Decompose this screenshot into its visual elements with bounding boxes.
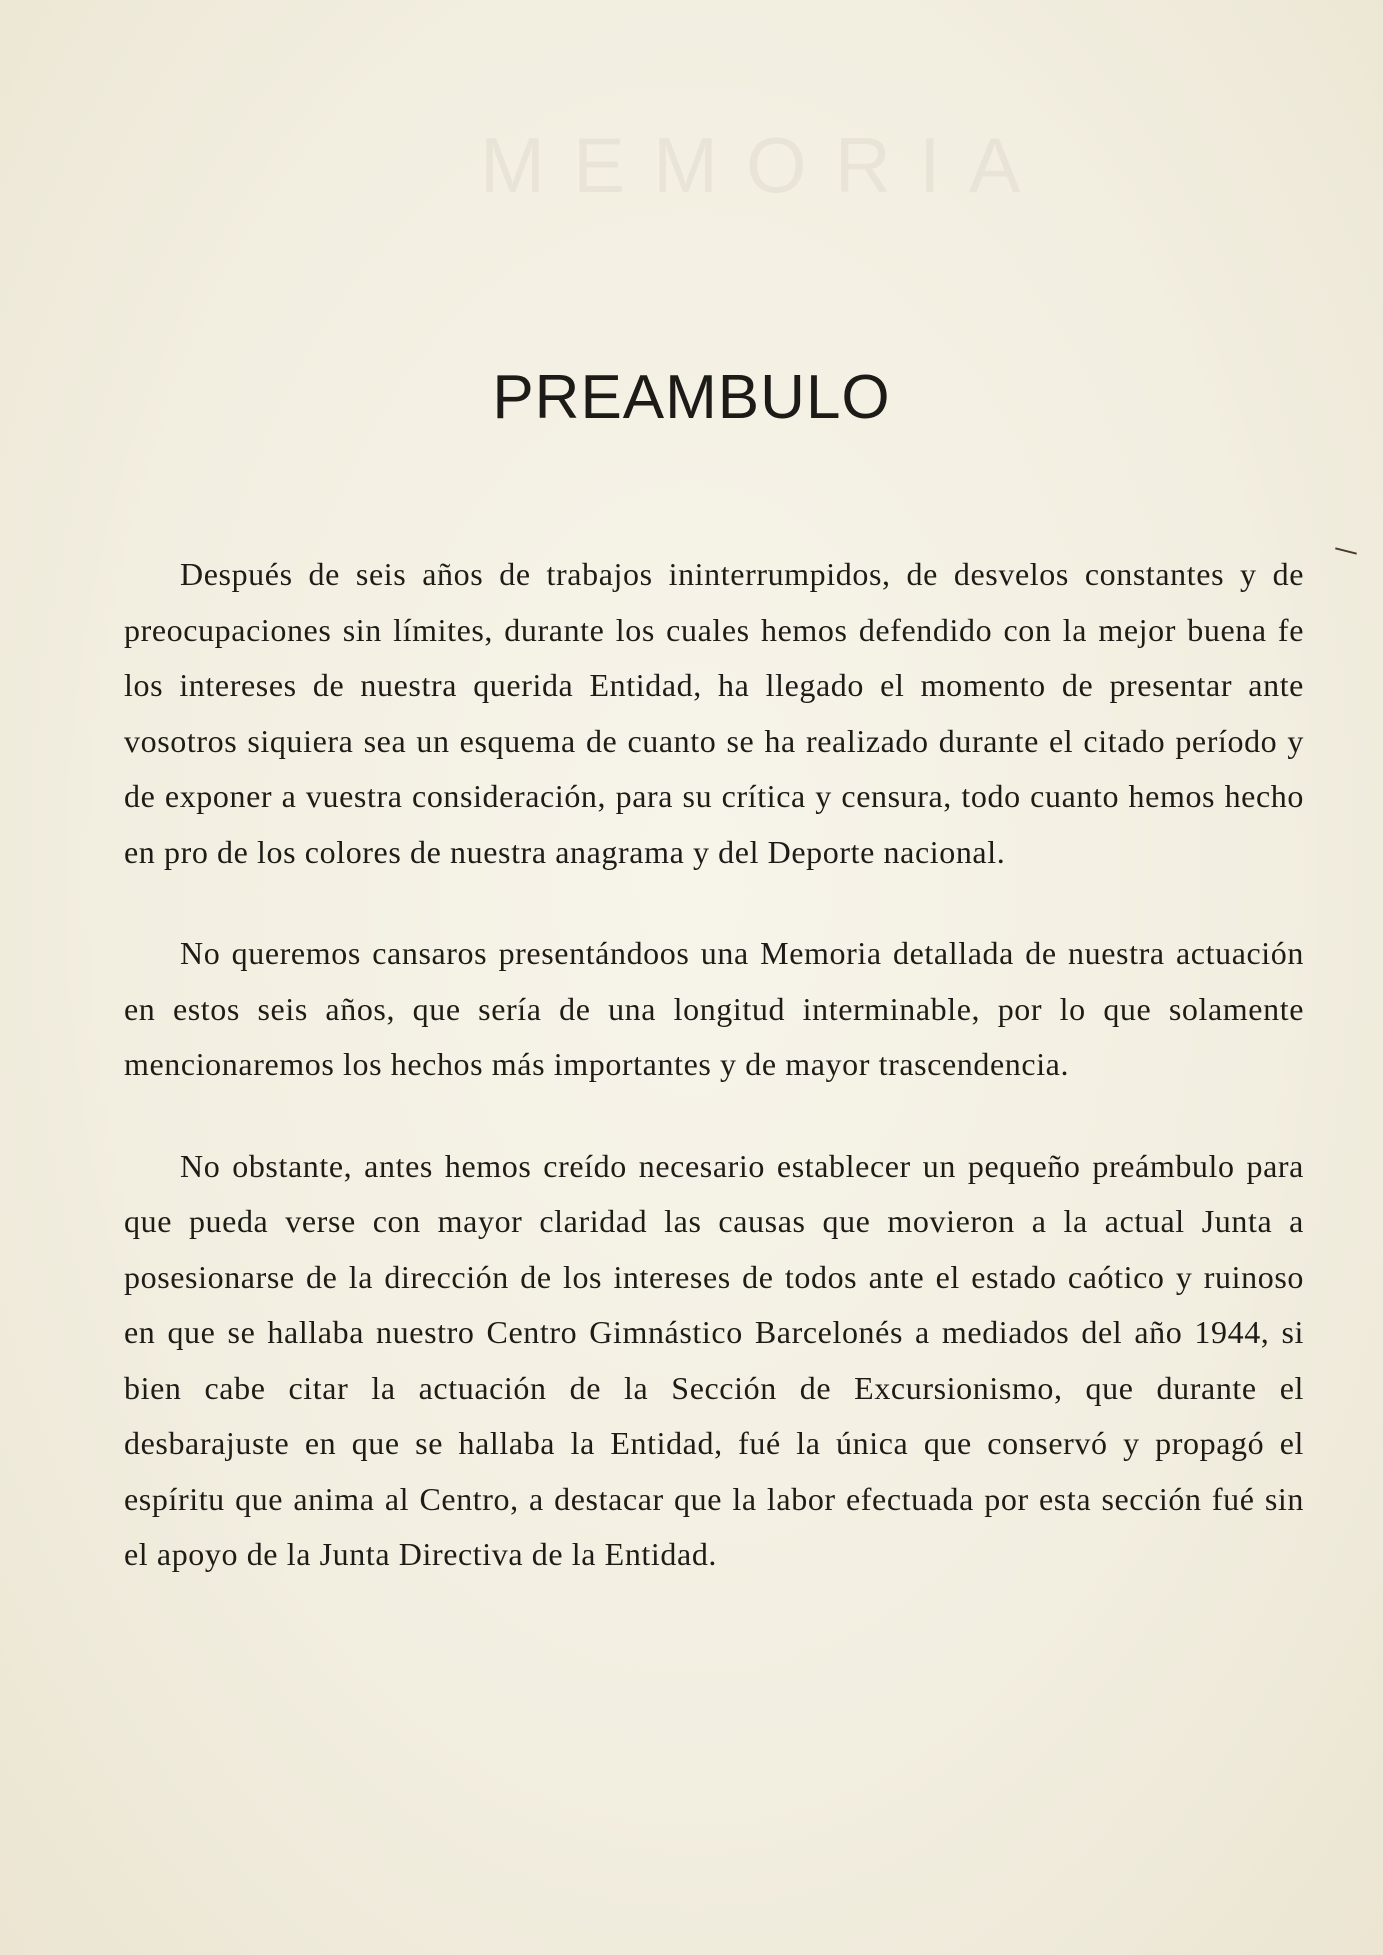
paragraph-1: Después de seis años de trabajos ininterrumpidos, de desvelos constantes y de preocupaciones sin límites, durante los cuales hemos defendido con la mejor buena fe los intereses de nuestra querida Entidad, ha llegado el momento de presentar ante vosotros siquiera sea un esquema de cuanto se ha realizado durante el citado período y de exponer a vuestra consideración, para su crítica y censura, todo cuanto hemos hecho en pro de los colores de nuestra anagrama y del Deporte nacional.	[124, 556, 1304, 870]
paragraph-2: No queremos cansaros presentándoos una Memoria detallada de nuestra actuación en estos seis años, que sería de una longitud interminable, por lo que solamente mencionaremos los hechos más importantes y de mayor trascendencia.	[124, 935, 1304, 1082]
document-body	[124, 547, 1304, 1629]
ink-mark	[1335, 547, 1357, 554]
bleed-through-heading: MEMORIA	[480, 121, 1049, 209]
page-title: PREAMBULO	[492, 363, 891, 432]
paragraph-3: No obstante, antes hemos creído necesario establecer un pequeño preámbulo para que pueda verse con mayor claridad las causas que movieron a la actual Junta a posesionarse de la dirección de los intereses de todos ante el estado caótico y ruinoso en que se hallaba nuestro Centro Gimnástico Barcelonés a mediados del año 1944, si bien cabe citar la actuación de la Sección de Excursionismo, que durante el desbarajuste en que se hallaba la Entidad, fué la única que conservó y propagó el espíritu que anima al Centro, a destacar que la labor efectuada por esta sección fué sin el apoyo de la Junta Directiva de la Entidad.	[124, 1147, 1304, 1572]
